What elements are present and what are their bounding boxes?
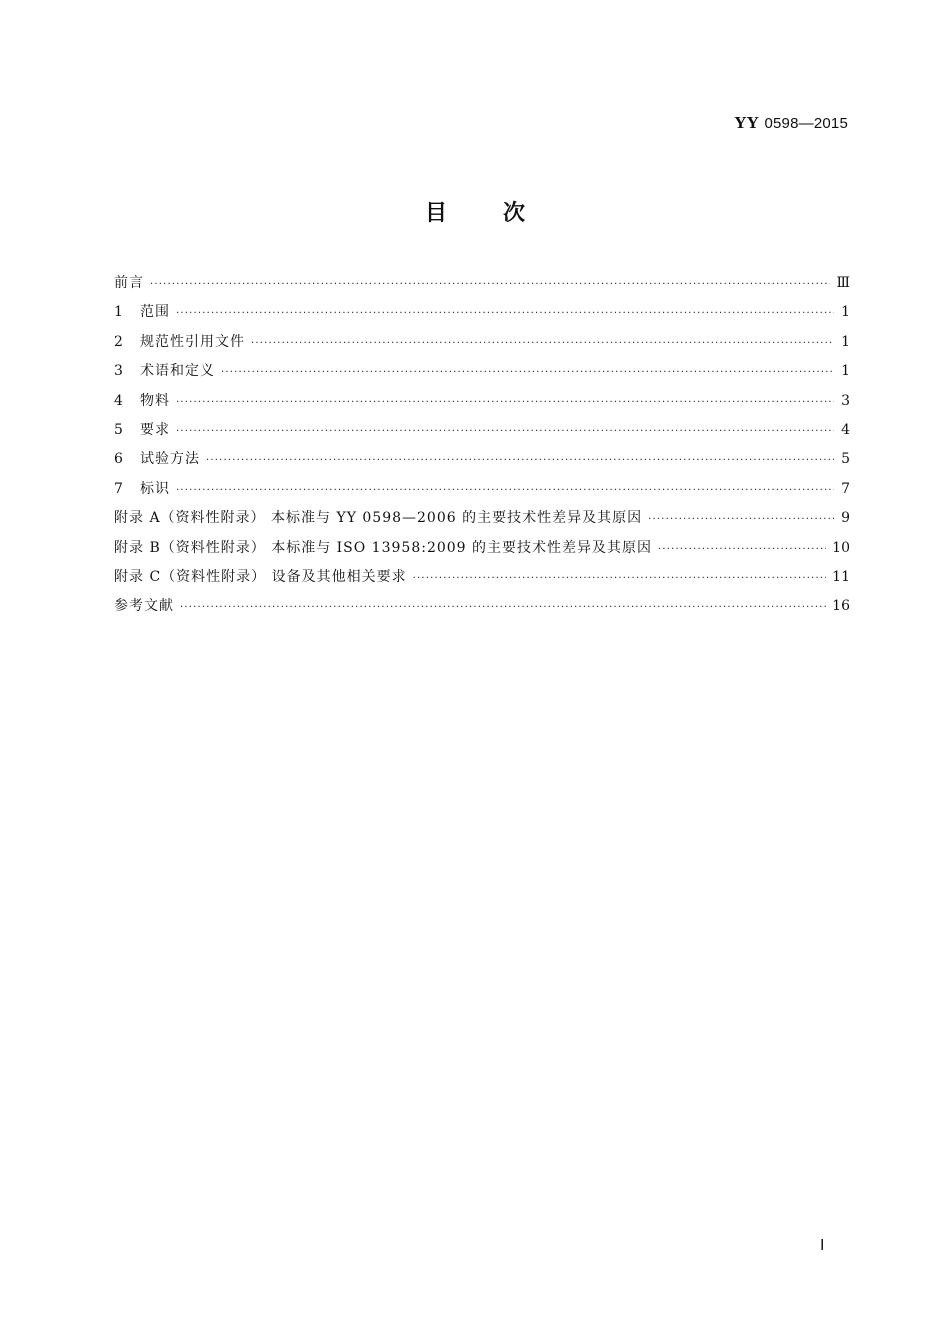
- toc-entry-labelling[interactable]: [114, 478, 850, 507]
- toc-entry-materials[interactable]: [114, 390, 850, 419]
- toc-number: 7: [114, 480, 123, 497]
- toc-page: 16: [832, 598, 850, 615]
- toc-page: 11: [832, 568, 850, 585]
- toc-label: 物料: [140, 392, 170, 409]
- page-number: Ⅰ: [820, 1237, 825, 1254]
- toc-entry-scope[interactable]: [114, 301, 850, 330]
- toc-leader-dots: [180, 602, 826, 613]
- toc-entry-test-methods[interactable]: [114, 448, 850, 477]
- toc-leader-dots: [206, 455, 834, 466]
- toc-page: 1: [841, 363, 850, 380]
- toc-number: 1: [114, 304, 123, 321]
- toc-label: 要求: [140, 421, 170, 438]
- toc-page: 1: [841, 333, 850, 350]
- toc-label: 术语和定义: [140, 363, 215, 380]
- toc-number: 5: [114, 421, 123, 438]
- toc-page: 4: [841, 421, 850, 438]
- toc-leader-dots: [150, 279, 830, 290]
- toc-page: 3: [841, 392, 850, 409]
- toc-label: 前言: [114, 275, 144, 291]
- toc-label: 试验方法: [140, 451, 200, 468]
- toc-label: 标识: [140, 480, 170, 497]
- toc-label: 规范性引用文件: [140, 333, 245, 350]
- toc-leader-dots: [176, 397, 834, 408]
- toc-label: 参考文献: [114, 598, 174, 615]
- table-of-contents: [114, 272, 850, 625]
- toc-number: 4: [114, 392, 123, 409]
- toc-entry-bibliography[interactable]: [114, 595, 850, 624]
- toc-page: 9: [841, 510, 850, 527]
- toc-label: 附录 B（资料性附录） 本标准与 ISO 13958:2009 的主要技术性差异及其原因: [114, 539, 653, 556]
- toc-label: 范围: [140, 304, 170, 321]
- title-char-1: 目: [424, 201, 447, 226]
- title-char-2: 次: [503, 201, 526, 226]
- toc-leader-dots: [176, 426, 834, 437]
- toc-leader-dots: [413, 573, 827, 584]
- toc-page: 1: [841, 304, 850, 321]
- toc-number: 2: [114, 333, 123, 350]
- toc-label: 附录 C（资料性附录） 设备及其他相关要求: [114, 568, 407, 585]
- toc-page: 5: [841, 451, 850, 468]
- toc-entry-annex-b[interactable]: [114, 537, 850, 566]
- toc-leader-dots: [251, 338, 834, 349]
- toc-leader-dots: [648, 514, 834, 525]
- toc-entry-terms-definitions[interactable]: [114, 360, 850, 389]
- toc-entry-requirements[interactable]: [114, 419, 850, 448]
- toc-entry-normative-references[interactable]: [114, 331, 850, 360]
- standard-number: 0598—2015: [764, 115, 848, 132]
- toc-number: 6: [114, 451, 123, 468]
- toc-leader-dots: [176, 485, 834, 496]
- toc-leader-dots: [176, 308, 834, 319]
- toc-page: 7: [841, 480, 850, 497]
- toc-leader-dots: [658, 544, 826, 555]
- toc-entry-annex-a[interactable]: [114, 507, 850, 536]
- toc-leader-dots: [221, 367, 834, 378]
- toc-label: 附录 A（资料性附录） 本标准与 YY 0598—2006 的主要技术性差异及其原因: [114, 510, 643, 527]
- standard-prefix: YY: [734, 113, 760, 132]
- toc-entry-foreword[interactable]: [114, 272, 850, 301]
- toc-page: Ⅲ: [836, 275, 850, 291]
- toc-number: 3: [114, 363, 123, 380]
- standard-code: [734, 113, 848, 133]
- toc-page: 10: [832, 539, 850, 556]
- toc-entry-annex-c[interactable]: [114, 566, 850, 595]
- page-title: [0, 196, 950, 227]
